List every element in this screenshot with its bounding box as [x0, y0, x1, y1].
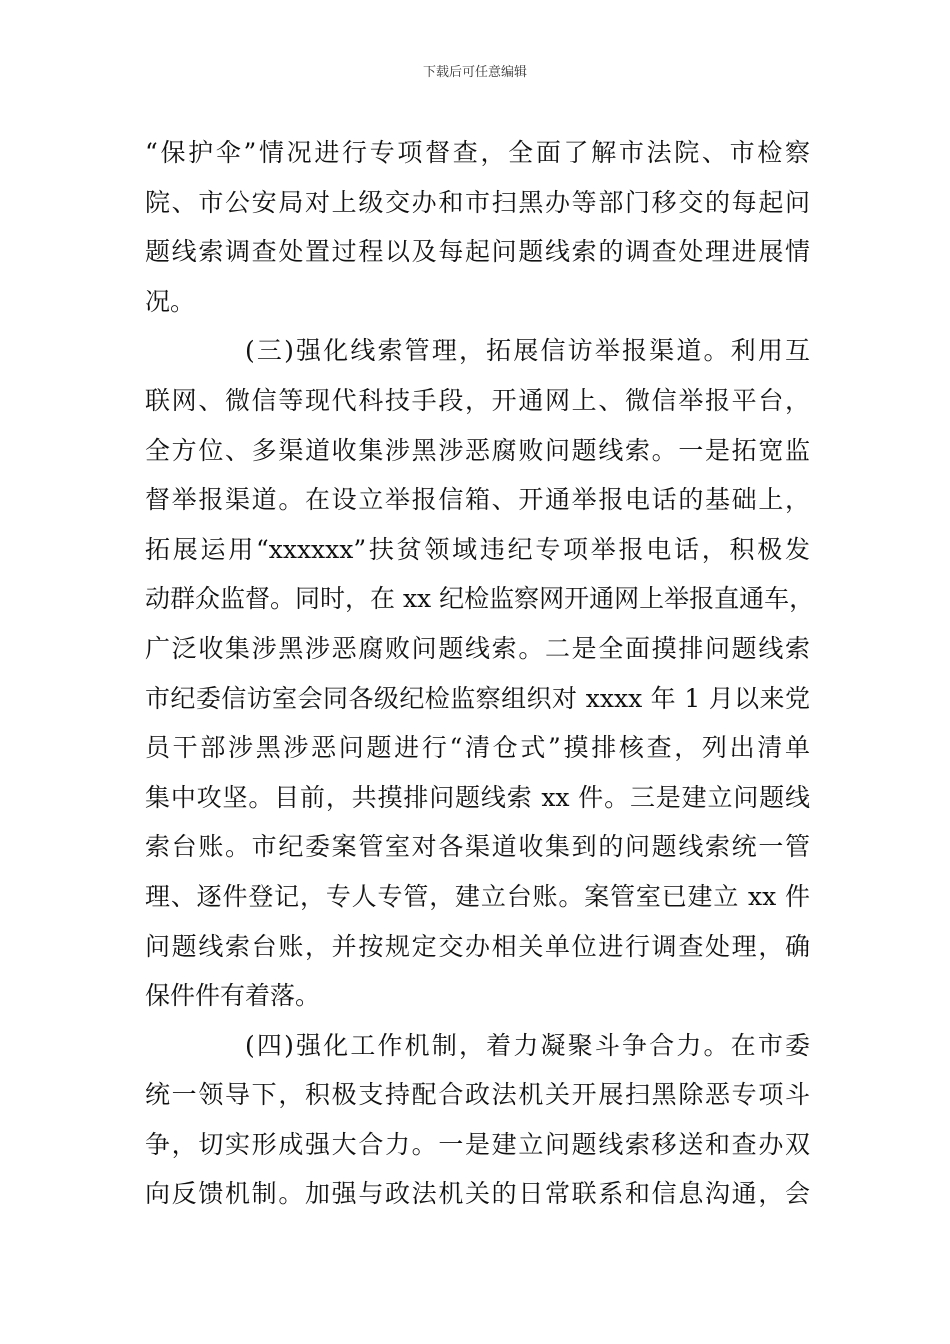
text-line: 索台账。市纪委案管室对各渠道收集到的问题线索统一管: [145, 832, 810, 862]
text-line: 集中攻坚。目前，共摸排问题线索 xx 件。三是建立问题线: [145, 782, 810, 812]
page-header: 下载后可任意编辑: [422, 65, 527, 80]
text-line: 题线索调查处置过程以及每起问题线索的调查处理进展情: [145, 237, 810, 267]
text-line: “保护伞”情况进行专项督查，全面了解市法院、市检察: [145, 138, 810, 167]
text-line: 院、市公安局对上级交办和市扫黑办等部门移交的每起问: [145, 187, 810, 217]
paragraph-heading-line: (四)强化工作机制，着力凝聚斗争合力。在市委: [245, 1030, 810, 1060]
text-line: 督举报渠道。在设立举报信箱、开通举报电话的基础上，: [145, 485, 810, 515]
document-body: [145, 128, 815, 1219]
text-line: 问题线索台账，并按规定交办相关单位进行调查处理，确: [145, 931, 810, 961]
text-line: 员干部涉黑涉恶问题进行“清仓式”摸排核查，列出清单: [145, 733, 810, 763]
text-line: 理、逐件登记，专人专管，建立台账。案管室已建立 xx 件: [145, 881, 810, 911]
text-line: 争，切实形成强大合力。一是建立问题线索移送和查办双: [145, 1129, 810, 1159]
text-line: 向反馈机制。加强与政法机关的日常联系和信息沟通，会: [145, 1179, 810, 1209]
text-line: 拓展运用“xxxxxx”扶贫领域违纪专项举报电话，积极发: [145, 534, 810, 564]
text-line: 广泛收集涉黑涉恶腐败问题线索。二是全面摸排问题线索: [145, 633, 810, 663]
text-line: 保件件有着落。: [145, 981, 321, 1011]
text-line: 统一领导下，积极支持配合政法机关开展扫黑除恶专项斗: [145, 1080, 810, 1110]
text-line: 全方位、多渠道收集涉黑涉恶腐败问题线索。一是拓宽监: [145, 435, 810, 465]
text-line: 动群众监督。同时，在 xx 纪检监察网开通网上举报直通车，: [145, 584, 815, 614]
paragraph-heading-line: (三)强化线索管理，拓展信访举报渠道。利用互: [245, 336, 810, 366]
text-line: 况。: [145, 286, 196, 316]
text-line: 市纪委信访室会同各级纪检监察组织对 xxxx 年 1 月以来党: [145, 683, 810, 713]
text-line: 联网、微信等现代科技手段，开通网上、微信举报平台，: [145, 385, 810, 415]
